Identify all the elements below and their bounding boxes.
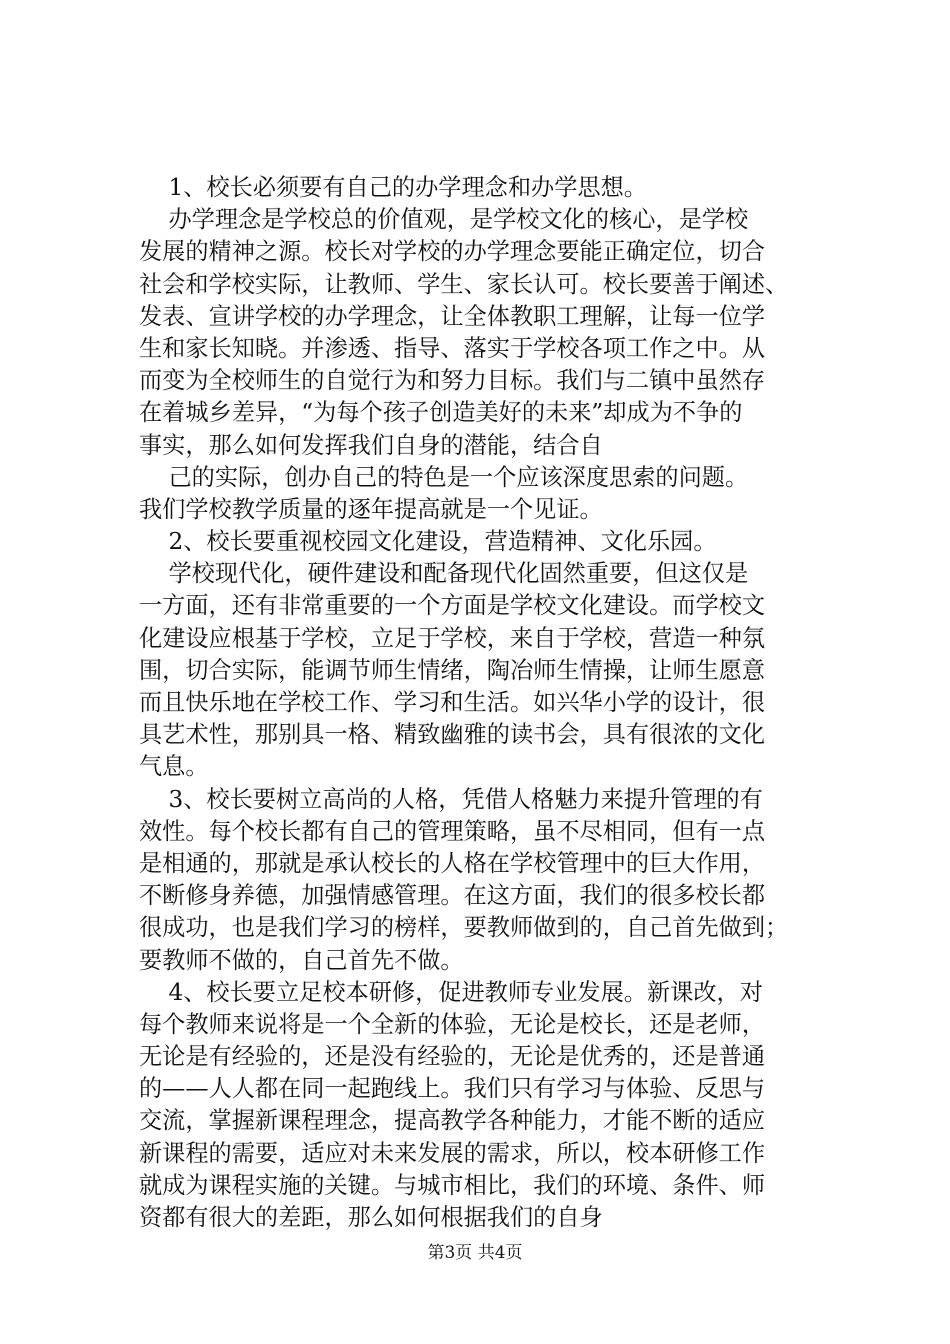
text-line: 不断修身养德，加强情感管理。在这方面，我们的很多校长都 [139, 882, 766, 910]
text-line: 就成为课程实施的关键。与城市相比，我们的环境、条件、师 [139, 1171, 766, 1199]
text-line: 1、校长必须要有自己的办学理念和办学思想。 [139, 174, 647, 201]
text-line: 己的实际，创办自己的特色是一个应该深度思索的问题。 [139, 463, 749, 491]
text-line: 而且快乐地在学校工作、学习和生活。如兴华小学的设计，很 [139, 689, 766, 716]
text-line: 是相通的，那就是承认校长的人格在学校管理中的巨大作用， [139, 849, 766, 877]
text-line: 化建设应根基于学校，立足于学校，来自于学校，营造一种氛 [139, 624, 766, 652]
text-line: 而变为全校师生的自觉行为和努力目标。我们与二镇中虽然存 [139, 367, 766, 395]
text-line: 发展的精神之源。校长对学校的办学理念要能正确定位，切合 [139, 238, 766, 266]
text-line: 一方面，还有非常重要的一个方面是学校文化建设。而学校文 [139, 592, 766, 620]
text-line: 事实，那么如何发挥我们自身的潜能，结合自 [139, 431, 603, 459]
text-line: 要教师不做的，自己首先不做。 [139, 946, 464, 974]
text-line: 2、校长要重视校园文化建设，营造精神、文化乐园。 [139, 528, 717, 556]
text-line: 效性。每个校长都有自己的管理策略，虽不尽相同，但有一点 [139, 817, 766, 845]
page-number-label: 第3页 共4页 [427, 1243, 523, 1263]
text-line: 很成功，也是我们学习的榜样，要教师做到的，自己首先做到； [139, 914, 789, 942]
text-line: 办学理念是学校总的价值观，是学校文化的核心，是学校 [139, 206, 749, 234]
text-line: 学校现代化，硬件建设和配备现代化固然重要，但这仅是 [139, 560, 749, 588]
body-text [139, 172, 839, 1234]
page-footer [0, 1241, 950, 1265]
text-line: 我们学校教学质量的逐年提高就是一个见证。 [139, 495, 603, 523]
text-line: 发表、宣讲学校的办学理念，让全体教职工理解，让每一位学 [139, 302, 766, 330]
text-line: 4、校长要立足校本研修，促进教师专业发展。新课改，对 [139, 978, 763, 1006]
text-line: 围，切合实际，能调节师生情绪，陶冶师生情操，让师生愿意 [139, 656, 766, 684]
text-line: 资都有很大的差距，那么如何根据我们的自身 [139, 1204, 603, 1231]
text-line: 气息。 [139, 753, 209, 781]
text-line: 新课程的需要，适应对未来发展的需求，所以，校本研修工作 [139, 1139, 766, 1167]
text-line: 具艺术性，那别具一格、精致幽雅的读书会，具有很浓的文化 [139, 721, 766, 749]
text-line: 每个教师来说将是一个全新的体验，无论是校长，还是老师， [139, 1010, 766, 1038]
text-line: 生和家长知晓。并渗透、指导、落实于学校各项工作之中。从 [139, 334, 766, 362]
text-line: 无论是有经验的，还是没有经验的，无论是优秀的，还是普通 [139, 1043, 766, 1071]
text-line: 3、校长要树立高尚的人格，凭借人格魅力来提升管理的有 [139, 785, 763, 813]
text-line: 社会和学校实际，让教师、学生、家长认可。校长要善于阐述、 [139, 270, 789, 298]
text-line: 在着城乡差异，“为每个孩子创造美好的未来”却成为不争的 [139, 399, 743, 427]
text-line: 交流，掌握新课程理念，提高教学各种能力，才能不断的适应 [139, 1107, 766, 1135]
text-line: 的——人人都在同一起跑线上。我们只有学习与体验、反思与 [139, 1075, 766, 1103]
